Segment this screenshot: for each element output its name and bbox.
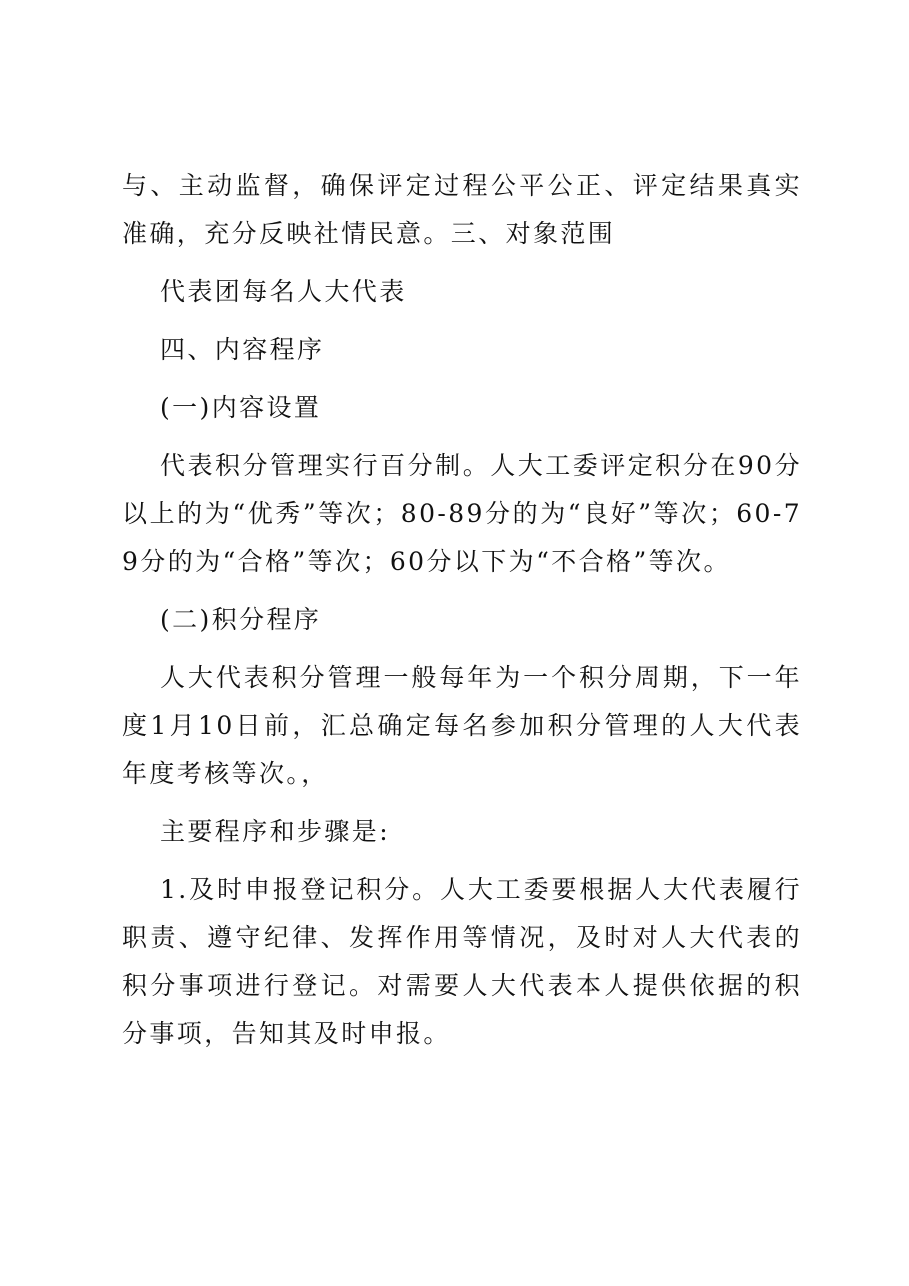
paragraph-8: 主要程序和步骤是: bbox=[160, 817, 391, 846]
document-body bbox=[122, 162, 802, 1068]
paragraph-4: (一)内容设置 bbox=[160, 393, 322, 422]
paragraph-1: 与、主动监督，确保评定过程公平公正、评定结果真实准确，充分反映社情民意。三、对象范围 bbox=[122, 171, 802, 248]
paragraph-6: (二)积分程序 bbox=[160, 605, 322, 634]
paragraph-2: 代表团每名人大代表 bbox=[160, 277, 407, 306]
paragraph-9: 1.及时申报登记积分。人大工委要根据人大代表履行职责、遵守纪律、发挥作用等情况，及时对人大代表的积分事项进行登记。对需要人大代表本人提供依据的积分事项，告知其及时申报。 bbox=[122, 875, 802, 1048]
paragraph-3: 四、内容程序 bbox=[160, 335, 325, 364]
paragraph-7: 人大代表积分管理一般每年为一个积分周期，下一年度1月10日前，汇总确定每名参加积分管理的人大代表年度考核等次。， bbox=[122, 663, 802, 788]
paragraph-5: 代表积分管理实行百分制。人大工委评定积分在90分以上的为“优秀”等次；80-89分的为“良好”等次；60-79分的为“合格”等次；60分以下为“不合格”等次。 bbox=[122, 451, 802, 576]
